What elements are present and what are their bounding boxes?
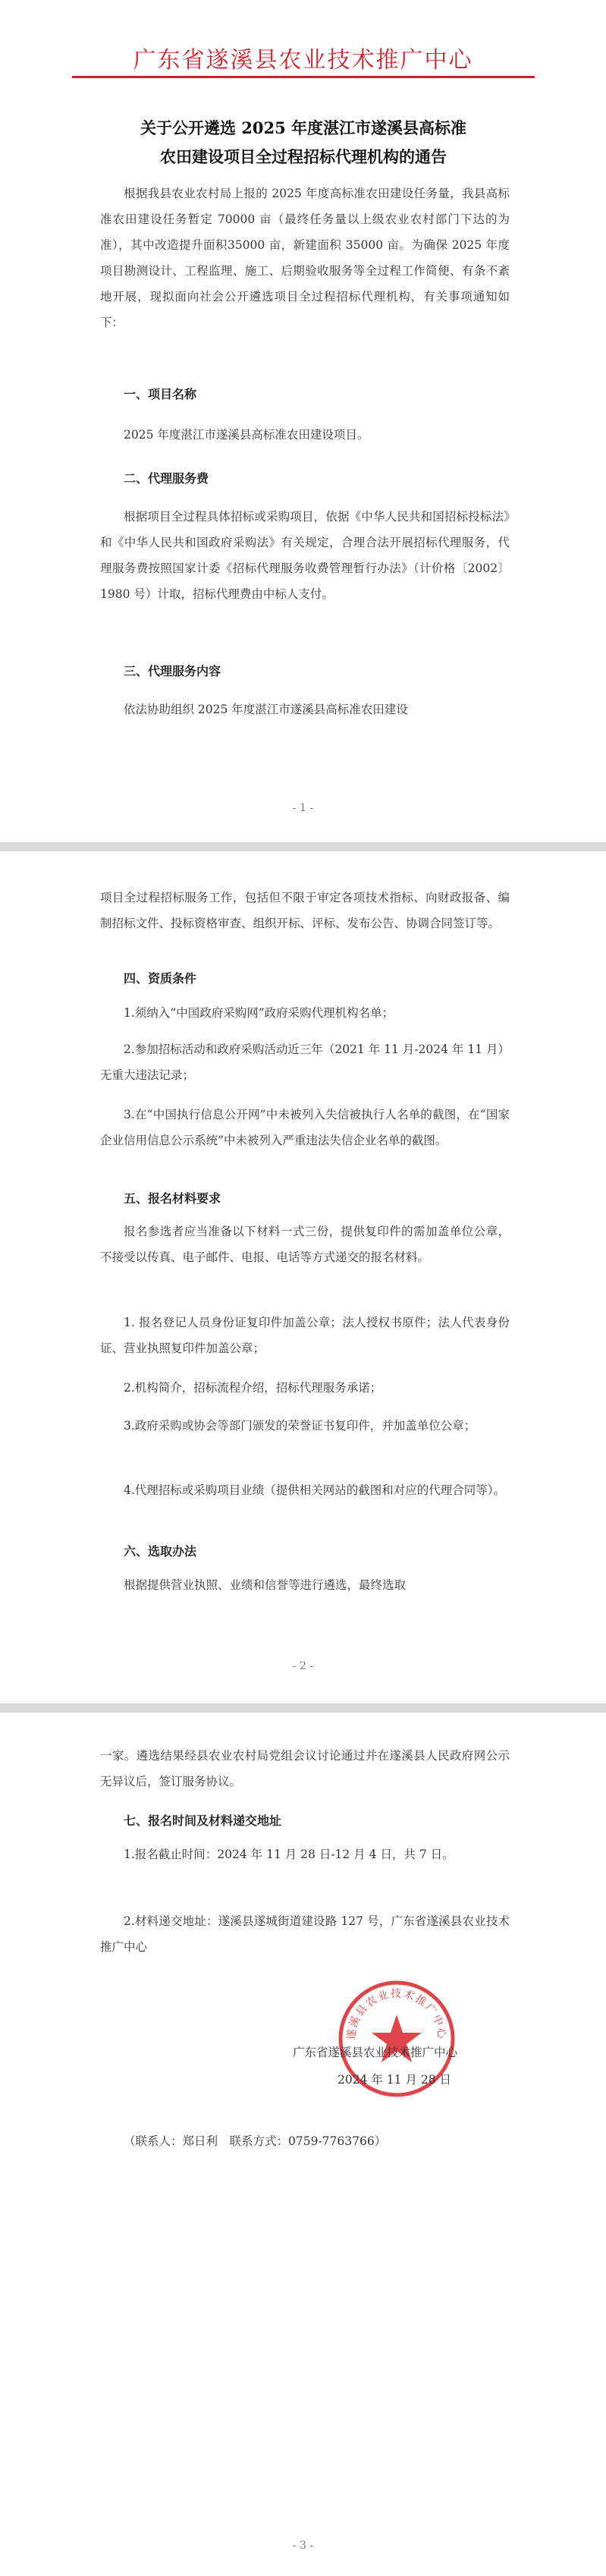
document-title-line-1: 关于公开遴选 2025 年度湛江市遂溪县高标准 xyxy=(140,118,467,137)
project-name-paragraph: 2025 年度湛江市遂溪县高标准农田建设项目。 xyxy=(124,428,369,442)
materials-item-1: 1. 报名登记人员身份证复印件加盖公章；法人授权书原件；法人代表身份证、营业执照复印件加盖公章； xyxy=(100,1316,510,1355)
section-heading-6: 六、选取办法 xyxy=(124,1544,197,1558)
red-divider xyxy=(72,76,535,78)
section-heading-1: 一、项目名称 xyxy=(124,387,197,401)
intro-paragraph: 根据我县农业农村局上报的 2025 年度高标准农田建设任务量，我县高标准农田建设任务暂定 70000 亩（最终任务量以上级农业农村部门下达的为准），其中改造提升面积35000 亩，新建面积 35000 亩。为确保 2025 年度项目勘测设计、工程监理、施工、后期验收服务等全过程工作简便、有条不紊地开展，现拟面向社会公开遴选项目全过程招标代理机构，有关事项通知如下： xyxy=(100,187,510,329)
page-number-3: - 3 - xyxy=(292,2540,314,2552)
service-content-paragraph: 依法协助组织 2025 年度湛江市遂溪县高标准农田建设 xyxy=(124,703,408,716)
materials-intro: 报名参选者应当准备以下材料一式三份，提供复印件的需加盖单位公章，不接受以传真、电子邮件、电报、电话等方式递交的报名材料。 xyxy=(100,1225,510,1264)
contact-info: （联系人：郑日利 联系方式：0759-7763766） xyxy=(124,2134,387,2148)
org-title: 广东省遂溪县农业技术推广中心 xyxy=(133,47,473,74)
qualification-1: 1.须纳入“中国政府采购网”政府采购代理机构名单； xyxy=(124,1006,394,1020)
selection-method-paragraph: 根据提供营业执照、业绩和信誉等进行遴选，最终选取 xyxy=(124,1578,407,1592)
seal-text: 遂溪县农业技术推广中心 xyxy=(345,1988,448,2041)
service-fee-paragraph: 根据项目全过程具体招标或采购项目，依据《中华人民共和国招标投标法》和《中华人民共和国政府采购法》有关规定，合理合法开展招标代理服务，代理服务费按照国家计委《招标代理服务收费管理暂行办法》（计价格〔2002〕1980 号）计取，招标代理费由中标人支付。 xyxy=(100,510,510,601)
registration-time: 1.报名截止时间：2024 年 11 月 28 日-12 月 4 日，共 7 日。 xyxy=(124,1848,454,1861)
signature-organization: 广东省遂溪县农业技术推广中心 xyxy=(293,2046,458,2059)
document-page-3 xyxy=(0,1713,606,2576)
page-number-2: - 2 - xyxy=(292,1660,314,1672)
section-heading-2: 二、代理服务费 xyxy=(124,471,209,486)
selection-method-continued: 一家。遴选结果经县农业农村局党组会议讨论通过并在遂溪县人民政府网公示无异议后，签订服务协议。 xyxy=(100,1749,510,1788)
section-heading-7: 七、报名时间及材料递交地址 xyxy=(124,1813,282,1828)
submission-address: 2.材料递交地址：遂溪县遂城街道建设路 127 号，广东省遂溪县农业技术推广中心 xyxy=(100,1914,510,1954)
materials-item-3: 3.政府采购或协会等部门颁发的荣誉证书复印件，并加盖单位公章； xyxy=(124,1419,476,1433)
materials-item-4: 4.代理招标或采购项目业绩（提供相关网站的截图和对应的代理合同等）。 xyxy=(124,1483,506,1497)
section-heading-5: 五、报名材料要求 xyxy=(124,1191,221,1206)
page-number-1: - 1 - xyxy=(292,802,314,814)
section-heading-3: 三、代理服务内容 xyxy=(124,664,221,678)
signature-date: 2024 年 11 月 28 日 xyxy=(338,2073,452,2087)
service-content-continued: 项目全过程招标服务工作，包括但不限于审定各项技术指标、向财政报备、编制招标文件、投标资格审查、组织开标、评标、发布公告、协调合同签订等。 xyxy=(100,891,510,930)
materials-item-2: 2.机构简介，招标流程介绍，招标代理服务承诺； xyxy=(124,1381,382,1395)
document-page-2 xyxy=(0,851,606,1703)
document-page-1 xyxy=(0,0,606,842)
qualification-3: 3.在“中国执行信息公开网”中未被列入失信被执行人名单的截图，在“国家企业信用信息公示系统”中未被列入严重违法失信企业名单的截图。 xyxy=(100,1108,510,1147)
section-heading-4: 四、资质条件 xyxy=(124,971,197,986)
qualification-2: 2.参加招标活动和政府采购活动近三年（2021 年 11 月-2024 年 11 月）无重大违法记录； xyxy=(100,1043,510,1082)
document-title-line-2: 农田建设项目全过程招标代理机构的通告 xyxy=(160,147,447,166)
document-title xyxy=(91,114,516,171)
